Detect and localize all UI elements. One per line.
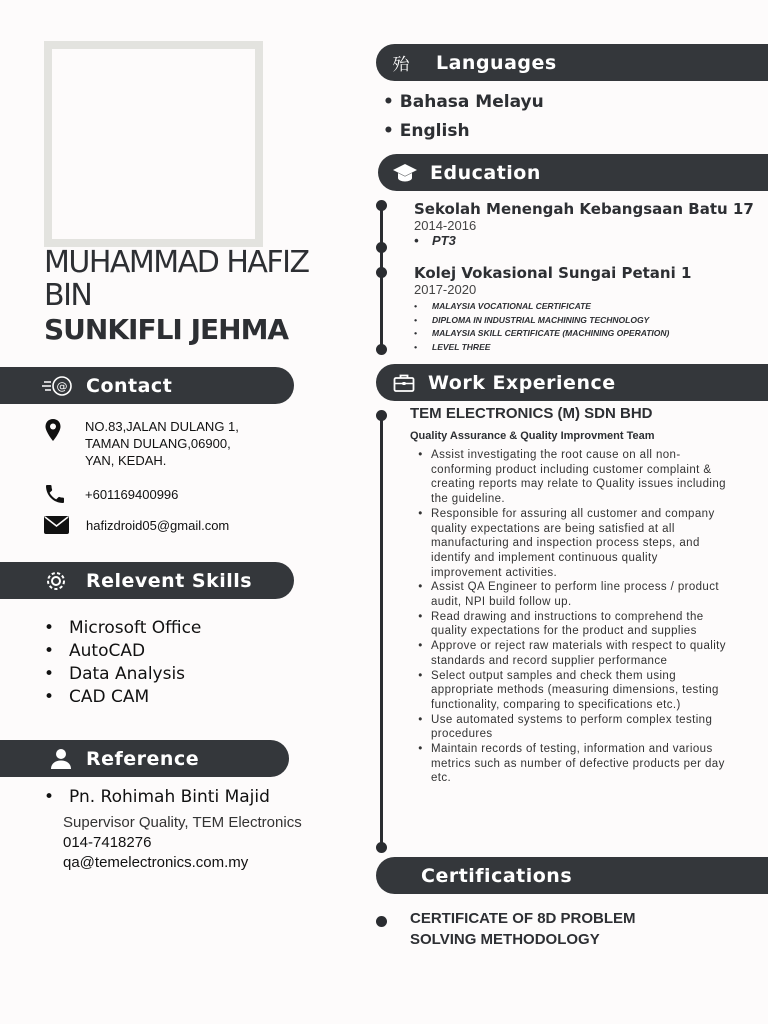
duty-item: • Approve or reject raw materials with respect to quality standards and record supplier performance (418, 640, 726, 667)
contact-title: Contact (86, 374, 173, 397)
duties-list (410, 448, 730, 786)
duty-item: • Responsible for assuring all customer and company quality expectations are being satisfied at all manufacturing and inspection process steps, and identify and implement continuous quality improvement activities. (418, 507, 715, 579)
certifications-header (376, 857, 768, 894)
timeline-dot (376, 916, 387, 927)
education-item: • LEVEL THREE (414, 341, 491, 352)
skill-item: • Microsoft Office (44, 618, 202, 638)
address-row (44, 418, 239, 469)
education-title: Education (430, 161, 541, 184)
timeline-dot (376, 344, 387, 355)
languages-list (383, 88, 544, 146)
contact-icon (42, 375, 76, 397)
team-name: Quality Assurance & Quality Improvment Team (410, 430, 655, 442)
education-items (414, 300, 691, 354)
duty-item: • Select output samples and check them using appropriate methods (measuring dimensions, testing functionality, comparing to specifications etc.) (418, 669, 719, 711)
timeline-dot (376, 242, 387, 253)
reference-title: Reference (86, 747, 200, 770)
address-line-1: NO.83,JALAN DULANG 1, (85, 419, 239, 434)
school-years: 2017-2020 (414, 282, 477, 297)
reference-name: Pn. Rohimah Binti Majid (69, 787, 270, 807)
reference-phone: 014-7418276 (63, 834, 152, 851)
phone-number: +601169400996 (85, 486, 179, 502)
language-item: • English (383, 121, 470, 141)
skill-item: • Data Analysis (44, 664, 186, 684)
education-header (378, 154, 768, 191)
reference-position: Supervisor Quality, TEM Electronics (63, 814, 302, 831)
languages-header (376, 44, 768, 81)
work-title: Work Experience (428, 371, 616, 394)
education-item: • PT3 (414, 233, 456, 248)
duty-item: • Assist investigating the root cause on all non-conforming product including customer complaint & creating reports may relate to Quality issues including the guideline. (418, 449, 726, 506)
email-row (44, 516, 229, 534)
address-line-3: YAN, KEDAH. (85, 453, 167, 468)
contact-header (0, 367, 294, 404)
profile-photo (44, 41, 263, 247)
education-entry (414, 200, 754, 248)
work-timeline (380, 414, 383, 848)
phone-row (43, 482, 178, 506)
education-item: • DIPLOMA IN INDUSTRIAL MACHINING TECHNOLOGY (414, 314, 650, 325)
certification-item (410, 908, 636, 950)
timeline-dot (376, 410, 387, 421)
languages-title: Languages (436, 51, 557, 74)
name-line-2: BIN (44, 278, 92, 313)
language-item: • Bahasa Melayu (383, 92, 544, 112)
education-item: • MALAYSIA SKILL CERTIFICATE (MACHINING OPERATION) (414, 328, 670, 338)
duty-item: • Assist QA Engineer to perform line process / product audit, NPI build follow up. (418, 581, 719, 609)
duty-item: • Use automated systems to perform complex testing procedures (418, 713, 713, 741)
email-icon (44, 516, 69, 534)
school-name: Sekolah Menengah Kebangsaan Batu 17 (414, 200, 754, 218)
certification-line-2: SOLVING METHODOLOGY (410, 931, 600, 948)
education-item: • MALAYSIA VOCATIONAL CERTIFICATE (414, 301, 591, 311)
skill-item: • CAD CAM (44, 687, 150, 707)
email-address: hafizdroid05@gmail.com (86, 517, 230, 533)
phone-icon (43, 482, 67, 506)
education-entry (414, 264, 691, 354)
reference-details (63, 813, 302, 873)
certification-line-1: CERTIFICATE OF 8D PROBLEM (410, 910, 636, 927)
duty-item: • Read drawing and instructions to comprehend the quality expectations for the product and supplies (418, 610, 704, 638)
address-line-2: TAMAN DULANG,06900, (85, 436, 231, 451)
reference-email: qa@temelectronics.com.my (63, 854, 249, 871)
duty-item: • Maintain records of testing, information and various metrics such as number of defective products per day etc. (418, 743, 725, 785)
timeline-dot (376, 842, 387, 853)
work-entry (410, 405, 730, 786)
graduation-cap-icon (392, 163, 418, 183)
user-icon (49, 748, 73, 770)
work-header (376, 364, 768, 401)
school-name: Kolej Vokasional Sungai Petani 1 (414, 264, 692, 282)
gear-icon (44, 570, 68, 592)
briefcase-icon (393, 373, 415, 393)
timeline-dot (376, 267, 387, 278)
skills-list (44, 618, 201, 710)
skill-item: • AutoCAD (44, 641, 146, 661)
language-icon: 殆 (392, 55, 410, 74)
reference-header (0, 740, 289, 777)
name-line-1: MUHAMMAD HAFIZ (44, 245, 309, 280)
company-name: TEM ELECTRONICS (M) SDN BHD (410, 405, 653, 422)
reference-name-row: • Pn. Rohimah Binti Majid (44, 787, 270, 807)
name-first (44, 246, 344, 312)
skills-header (0, 562, 294, 599)
name-last: SUNKIFLI JEHMA (44, 313, 289, 346)
skills-title: Relevent Skills (86, 569, 253, 592)
certifications-title: Certifications (421, 864, 573, 887)
timeline-dot (376, 200, 387, 211)
svg-text:@: @ (56, 379, 68, 393)
location-pin-icon (44, 418, 62, 442)
school-years: 2014-2016 (414, 218, 477, 233)
